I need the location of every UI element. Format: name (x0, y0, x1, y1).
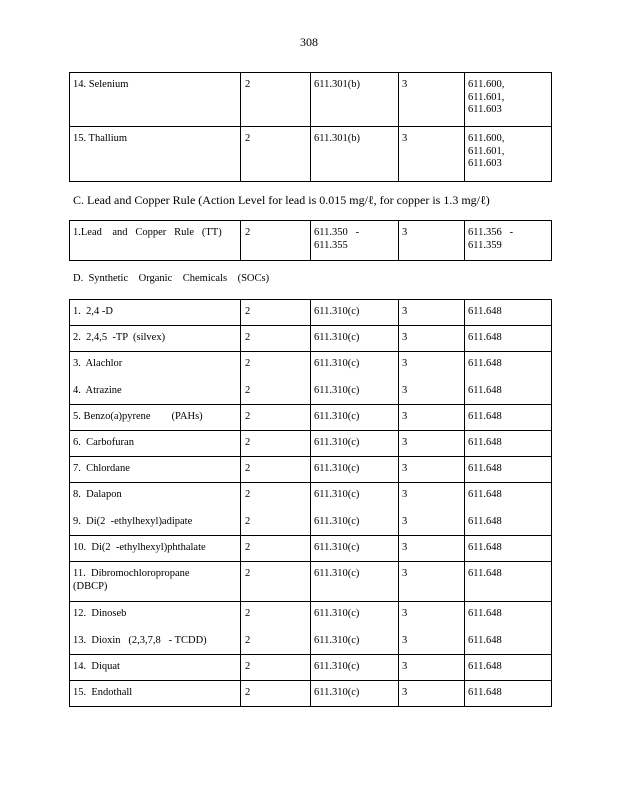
contaminant-name-line: 11. Dibromochloropropane (73, 568, 190, 579)
column-2-value: 2 (241, 127, 311, 182)
value-line: 3 (402, 515, 408, 527)
table-row (70, 562, 552, 602)
contaminant-name-line: (DBCP) (73, 580, 108, 592)
column-3-value: 611.310(c) (311, 431, 399, 457)
column-5-value (465, 602, 552, 655)
column-2-value: 2 (241, 405, 311, 431)
page-number: 308 (300, 35, 318, 49)
contaminant-name: 6. Carbofuran (70, 431, 241, 457)
table-row-merged (70, 483, 552, 536)
column-4-value: 3 (399, 655, 465, 681)
value-line: 611.310(c) (314, 489, 360, 500)
contaminant-name-line: 13. Dioxin (2,3,7,8 - TCDD) (73, 634, 207, 646)
contaminant-name: 14. Selenium (70, 73, 241, 127)
contaminant-name-line: 3. Alachlor (73, 358, 123, 369)
section-d-heading: D. Synthetic Organic Chemicals (SOCs) (73, 273, 270, 284)
table-row-merged (70, 352, 552, 405)
column-2-value: 2 (241, 221, 311, 261)
value-line: 2 (245, 608, 251, 619)
column-4-value: 3 (399, 457, 465, 483)
column-5-value (465, 483, 552, 536)
column-3-value (311, 483, 399, 536)
column-2-value (241, 352, 311, 405)
column-2-value: 2 (241, 300, 311, 326)
column-3-value: 611.310(c) (311, 300, 399, 326)
contaminant-name: 15. Thallium (70, 127, 241, 182)
column-2-value (241, 483, 311, 536)
column-3-value: 611.310(c) (311, 405, 399, 431)
value-line: 611.310(c) (314, 515, 360, 527)
column-3-value: 611.310(c) (311, 536, 399, 562)
value-line: 3 (402, 358, 408, 369)
value-line: 611.310(c) (314, 358, 360, 369)
column-2-value: 2 (241, 655, 311, 681)
value-line: 2 (245, 515, 251, 527)
section-ref: 611.355 (314, 239, 348, 251)
table-row (70, 221, 552, 261)
column-5-value: 611.648 (465, 536, 552, 562)
column-4-value (399, 352, 465, 405)
section-ref: 611.359 (468, 239, 502, 251)
column-5-value: 611.648 (465, 431, 552, 457)
value-line: 611.648 (468, 384, 502, 396)
column-5-value: 611.648 (465, 655, 552, 681)
column-4-value: 3 (399, 405, 465, 431)
column-4-value: 3 (399, 127, 465, 182)
column-3-value: 611.310(c) (311, 457, 399, 483)
value-line: 2 (245, 358, 251, 369)
contaminant-name: 2. 2,4,5 -TP (silvex) (70, 326, 241, 352)
column-3-value: 611.301(b) (311, 127, 399, 182)
column-3-value: 611.301(b) (311, 73, 399, 127)
column-3-value: 611.310(c) (311, 326, 399, 352)
column-2-value: 2 (241, 431, 311, 457)
section-ref: 611.350 - (314, 227, 360, 238)
column-4-value: 3 (399, 562, 465, 602)
column-2-value: 2 (241, 457, 311, 483)
column-5-value: 611.648 (465, 300, 552, 326)
contaminant-name-line: 8. Dalapon (73, 489, 122, 500)
contaminant-name (70, 562, 241, 602)
contaminant-name: 5. Benzo(a)pyrene (PAHs) (70, 405, 241, 431)
column-2-value (241, 602, 311, 655)
contaminant-name: 1.Lead and Copper Rule (TT) (70, 221, 241, 261)
section-ref: 611.603 (468, 104, 502, 115)
table-row (70, 73, 552, 127)
column-5-value: 611.648 (465, 562, 552, 602)
column-4-value: 3 (399, 681, 465, 707)
contaminant-name-line: 12. Dinoseb (73, 608, 127, 619)
table-lead-copper (69, 220, 552, 261)
contaminant-name (70, 352, 241, 405)
contaminant-name (70, 483, 241, 536)
value-line: 611.648 (468, 358, 502, 369)
value-line: 611.648 (468, 515, 502, 527)
table-row (70, 300, 552, 326)
table-socs (69, 299, 552, 707)
column-2-value: 2 (241, 562, 311, 602)
table-row (70, 655, 552, 681)
value-line: 3 (402, 384, 408, 396)
column-3-value: 611.310(c) (311, 562, 399, 602)
column-3-value: 611.310(c) (311, 655, 399, 681)
section-ref: 611.601, (468, 145, 505, 157)
contaminant-name: 1. 2,4 -D (70, 300, 241, 326)
section-ref: 611.603 (468, 158, 502, 169)
value-line: 3 (402, 634, 408, 646)
value-line: 611.310(c) (314, 634, 360, 646)
value-line: 611.310(c) (314, 608, 360, 619)
contaminant-name: 7. Chlordane (70, 457, 241, 483)
column-5-value (465, 221, 552, 261)
table-row (70, 457, 552, 483)
contaminant-name-line: 9. Di(2 -ethylhexyl)adipate (73, 515, 193, 527)
value-line: 2 (245, 489, 251, 500)
section-c-heading: C. Lead and Copper Rule (Action Level for lead is 0.015 mg/ℓ, for copper is 1.3 mg/ℓ) (73, 193, 490, 207)
table-row (70, 681, 552, 707)
section-ref: 611.356 - (468, 227, 514, 238)
contaminant-name-line: 4. Atrazine (73, 384, 122, 396)
value-line: 2 (245, 384, 251, 396)
column-3-value (311, 352, 399, 405)
value-line: 611.648 (468, 608, 502, 619)
column-4-value: 3 (399, 536, 465, 562)
value-line: 611.648 (468, 634, 502, 646)
column-4-value: 3 (399, 221, 465, 261)
column-4-value (399, 483, 465, 536)
column-5-value: 611.648 (465, 326, 552, 352)
value-line: 611.310(c) (314, 384, 360, 396)
column-4-value: 3 (399, 300, 465, 326)
contaminant-name: 10. Di(2 -ethylhexyl)phthalate (70, 536, 241, 562)
contaminant-name: 15. Endothall (70, 681, 241, 707)
column-4-value: 3 (399, 73, 465, 127)
section-ref: 611.600, (468, 133, 505, 144)
value-line: 2 (245, 634, 251, 646)
column-2-value: 2 (241, 73, 311, 127)
column-4-value: 3 (399, 326, 465, 352)
table-row (70, 127, 552, 182)
column-3-value (311, 221, 399, 261)
section-ref: 611.601, (468, 91, 505, 103)
column-3-value: 611.310(c) (311, 681, 399, 707)
column-5-value: 611.648 (465, 405, 552, 431)
column-5-value: 611.648 (465, 681, 552, 707)
column-5-value (465, 127, 552, 182)
column-3-value (311, 602, 399, 655)
table-row-merged (70, 602, 552, 655)
table-inorganic-continued (69, 72, 552, 182)
column-4-value (399, 602, 465, 655)
table-row (70, 326, 552, 352)
contaminant-name (70, 602, 241, 655)
value-line: 611.648 (468, 489, 502, 500)
column-5-value (465, 73, 552, 127)
column-2-value: 2 (241, 681, 311, 707)
column-5-value (465, 352, 552, 405)
section-ref: 611.600, (468, 79, 505, 90)
value-line: 3 (402, 608, 408, 619)
contaminant-name: 14. Diquat (70, 655, 241, 681)
column-2-value: 2 (241, 326, 311, 352)
table-row (70, 405, 552, 431)
table-row (70, 431, 552, 457)
column-4-value: 3 (399, 431, 465, 457)
value-line: 3 (402, 489, 408, 500)
column-5-value: 611.648 (465, 457, 552, 483)
table-row (70, 536, 552, 562)
column-2-value: 2 (241, 536, 311, 562)
